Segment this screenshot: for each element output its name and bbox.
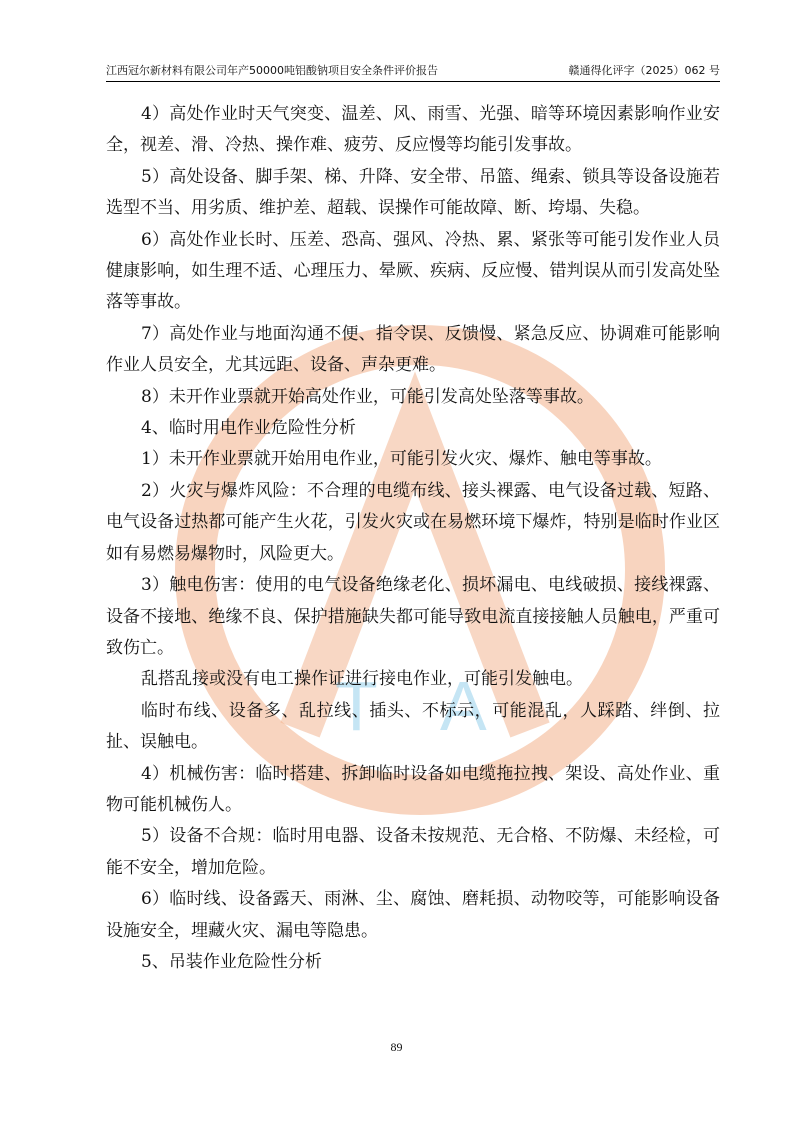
paragraph: 1）未开作业票就开始用电作业，可能引发火灾、爆炸、触电等事故。 [141,449,662,470]
paragraph: 8）未开作业票就开始高处作业，可能引发高处坠落等事故。 [141,386,594,407]
paragraph: 6）高处作业长时、压差、恐高、强风、冷热、累、紧张等可能引发作业人员健康影响，如生理不适、心理压力、晕厥、疾病、反应慢、错判误从而引发高处坠落等事故。 [106,229,720,313]
section-heading: 4、临时用电作业危险性分析 [141,418,356,439]
paragraph: 3）触电伤害：使用的电气设备绝缘老化、损坏漏电、电线破损、接线裸露、设备不接地、绝缘不良、保护措施缺失都可能导致电流直接接触人员触电，严重可致伤亡。 [106,575,720,658]
section-heading: 5、吊装作业危险性分析 [141,951,322,972]
paragraph: 6）临时线、设备露天、雨淋、尘、腐蚀、磨耗损、动物咬等，可能影响设备设施安全，埋藏火灾、漏电等隐患。 [106,889,720,941]
page-header [106,64,720,82]
header-report-number: 赣通得化评字（2025）062 号 [568,64,720,77]
paragraph: 2）火灾与爆炸风险：不合理的电缆布线、接头裸露、电气设备过载、短路、电气设备过热都可能产生火花，引发火灾或在易燃环境下爆炸，特别是临时作业区如有易燃易爆物时，风险更大。 [106,480,720,564]
paragraph: 4）机械伤害：临时搭建、拆卸临时设备如电缆拖拉拽、架设、高处作业、重物可能机械伤人。 [106,763,720,815]
paragraph: 临时布线、设备多、乱拉线、插头、不标示，可能混乱，人踩踏、绊倒、拉扯、误触电。 [106,700,720,753]
paragraph: 7）高处作业与地面沟通不便、指令误、反馈慢、紧急反应、协调难可能影响作业人员安全，尤其远距、设备、声杂更难。 [106,323,720,376]
paragraph: 5）设备不合规：临时用电器、设备未按规范、无合格、不防爆、未经检，可能不安全，增加危险。 [106,826,720,878]
paragraph: 5）高处设备、脚手架、梯、升降、安全带、吊篮、绳索、锁具等设备设施若选型不当、用劣质、维护差、超载、误操作可能故障、断、垮塌、失稳。 [106,166,720,219]
paragraph: 4）高处作业时天气突变、温差、风、雨雪、光强、暗等环境因素影响作业安全，视差、滑、冷热、操作难、疲劳、反应慢等均能引发事故。 [106,104,720,156]
page-number: 89 [390,1040,403,1054]
watermark-letter-t: T [335,667,378,745]
header-report-title: 江西冠尔新材料有限公司年产50000吨铝酸钠项目安全条件评价报告 [106,64,438,77]
paragraph: 乱搭乱接或没有电工操作证进行接电作业，可能引发触电。 [141,669,583,690]
watermark-letter-a: A [440,667,487,745]
body-text [106,99,720,978]
